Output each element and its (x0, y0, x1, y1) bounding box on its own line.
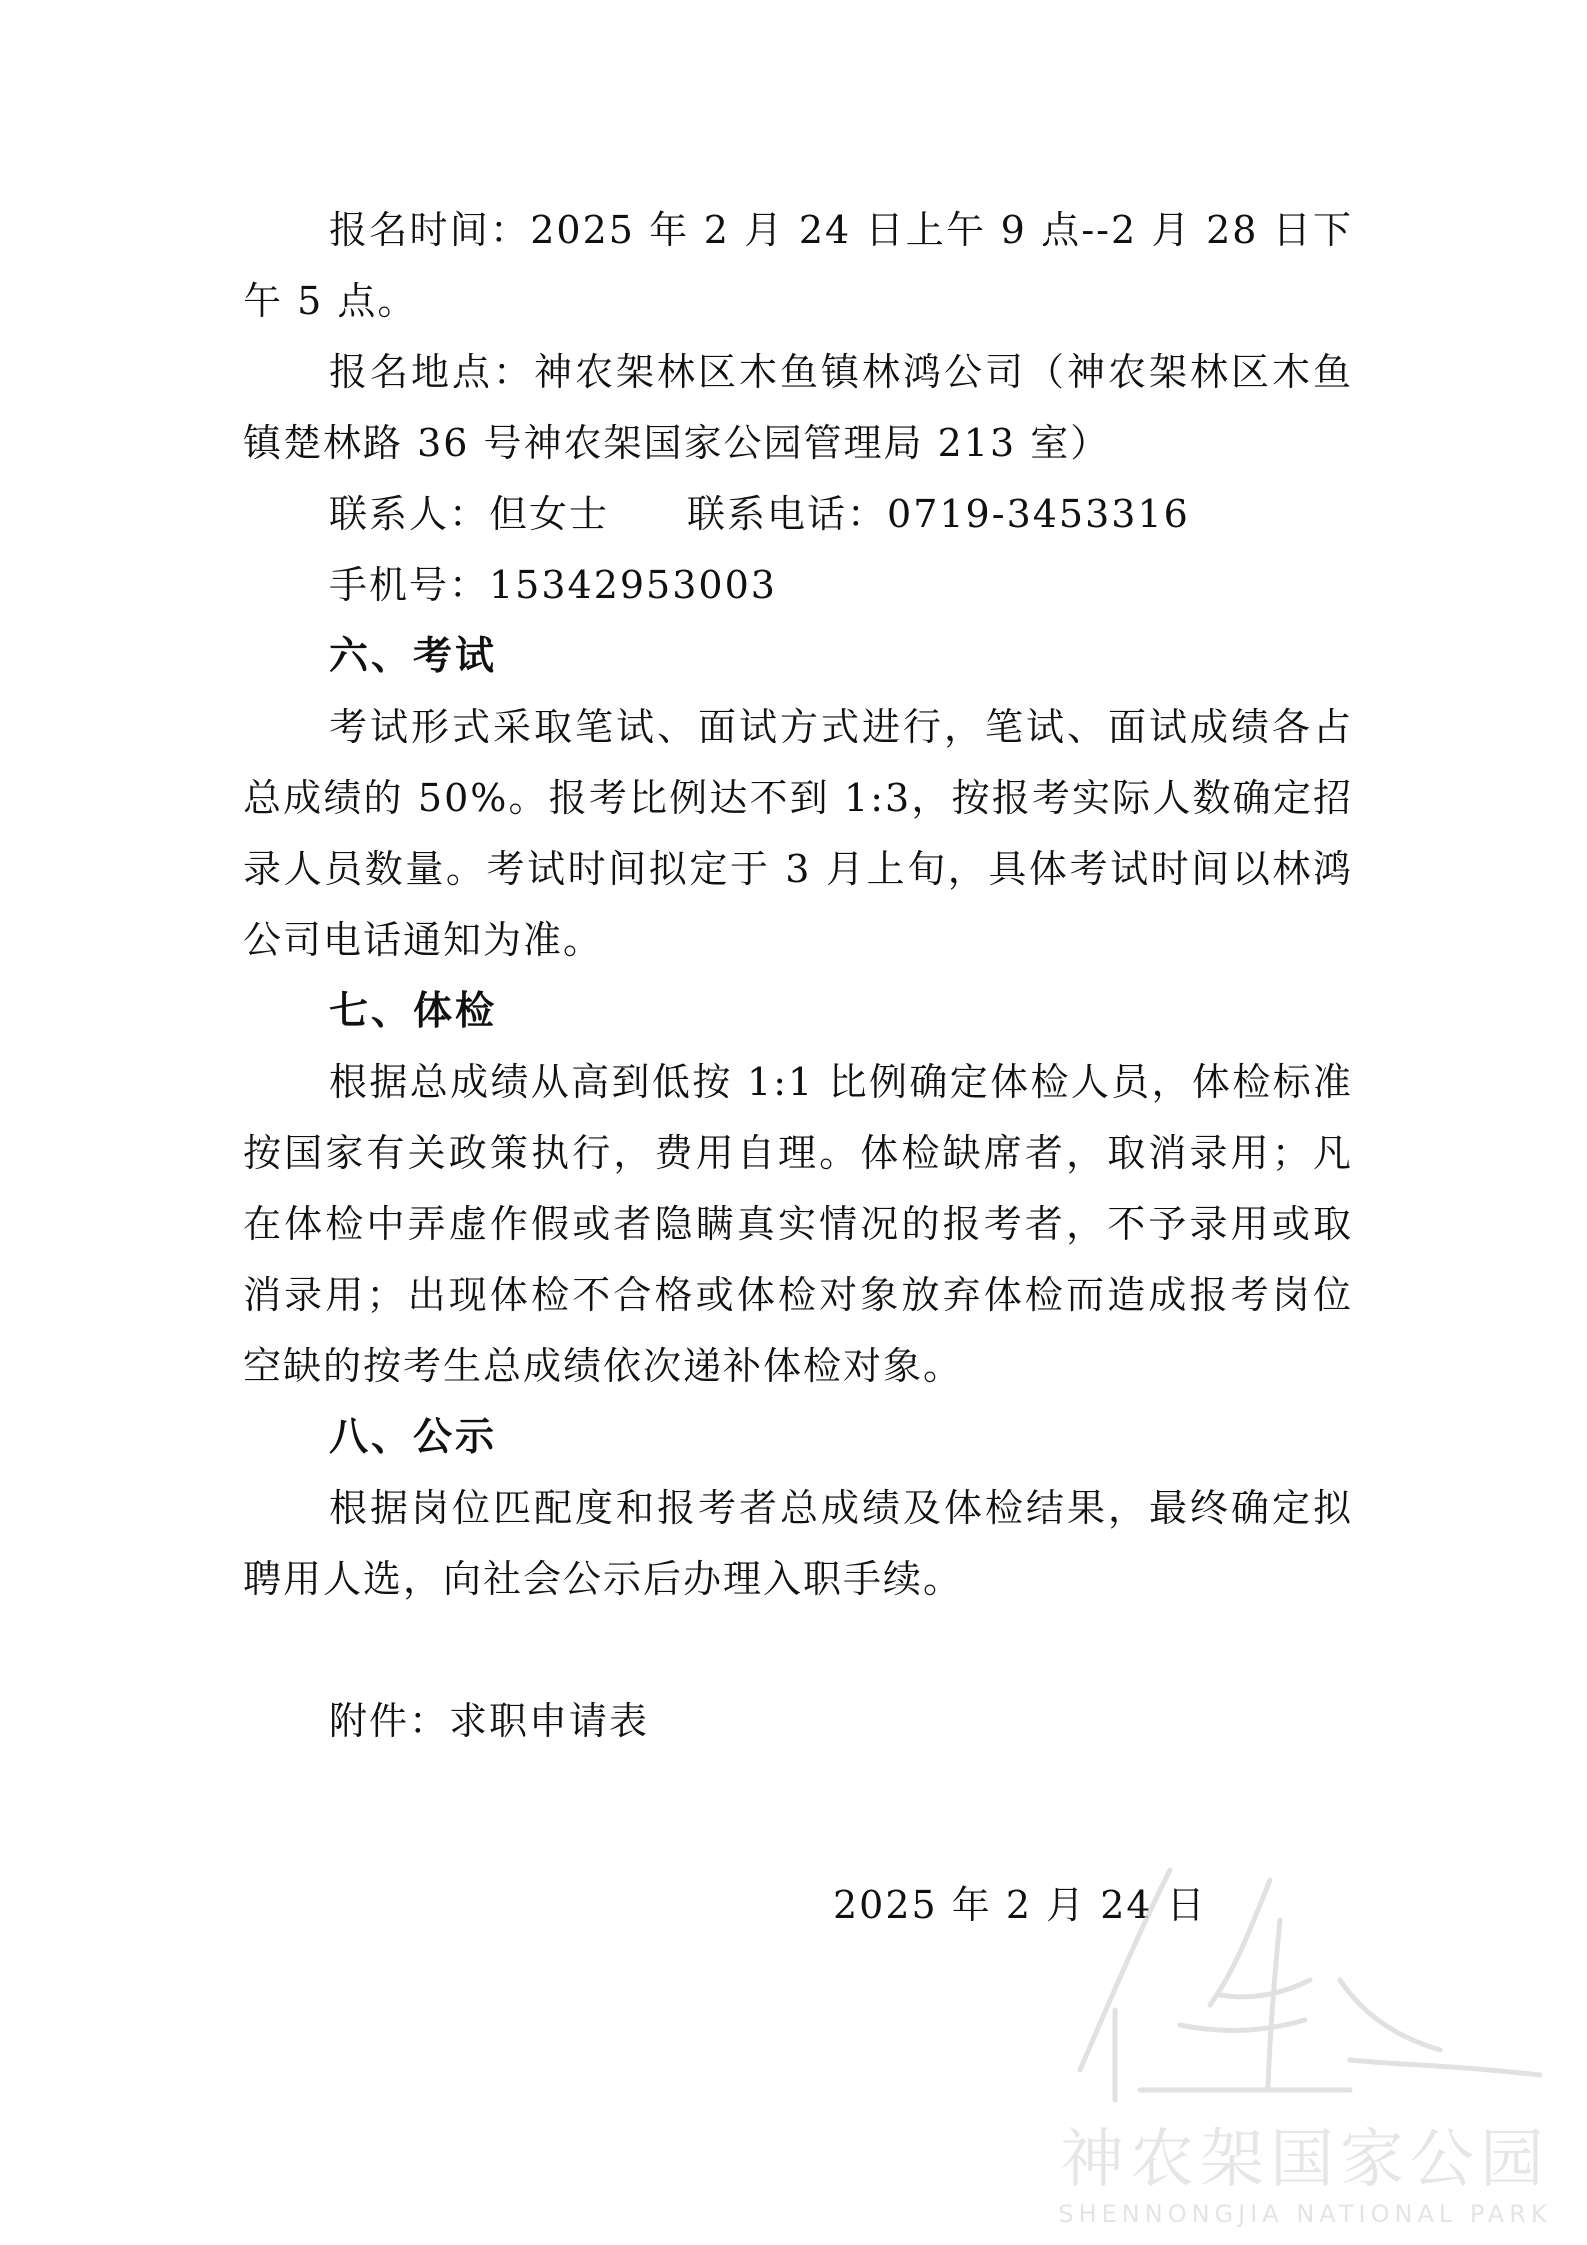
contact-person: 联系人：但女士 (329, 492, 610, 536)
document-body (243, 195, 1353, 1757)
watermark-chinese-text: 神农架国家公园 (1060, 2123, 1550, 2197)
section-body-medical: 根据总成绩从高到低按 1:1 比例确定体检人员，体检标准按国家有关政策执行，费用自理。体检缺席者，取消录用；凡在体检中弄虚作假或者隐瞒真实情况的报考者，不予录用或取消录用；出现体检不合格或体检对象放弃体检而造成报考岗位空缺的按考生总成绩依次递补体检对象。 (243, 1060, 1353, 1388)
section-heading-exam: 六、考试 (329, 634, 498, 679)
watermark-english-text: SHENNONGJIA NATIONAL PARK (1058, 2200, 1552, 2228)
document-date: 2025 年 2 月 24 日 (833, 1883, 1207, 1927)
section-heading-medical: 七、体检 (329, 989, 498, 1034)
registration-location: 报名地点：神农架林区木鱼镇林鸿公司（神农架林区木鱼镇楚林路 36 号神农架国家公园管理局 213 室） (243, 350, 1353, 465)
mobile-number: 手机号：15342953003 (329, 563, 777, 607)
section-heading-publicity: 八、公示 (329, 1415, 498, 1460)
registration-time: 报名时间：2025 年 2 月 24 日上午 9 点--2 月 28 日下午 5 点。 (243, 208, 1353, 323)
contact-phone: 联系电话：0719-3453316 (687, 492, 1190, 536)
attachment-note: 附件：求职申请表 (329, 1699, 650, 1743)
contact-row (243, 479, 1353, 550)
section-body-publicity: 根据岗位匹配度和报考者总成绩及体检结果，最终确定拟聘用人选，向社会公示后办理入职手续。 (243, 1486, 1353, 1601)
section-body-exam: 考试形式采取笔试、面试方式进行，笔试、面试成绩各占总成绩的 50%。报考比例达不到 1:3，按报考实际人数确定招录人员数量。考试时间拟定于 3 月上旬，具体考试时间以林鸿公司电话通知为准。 (243, 705, 1353, 962)
